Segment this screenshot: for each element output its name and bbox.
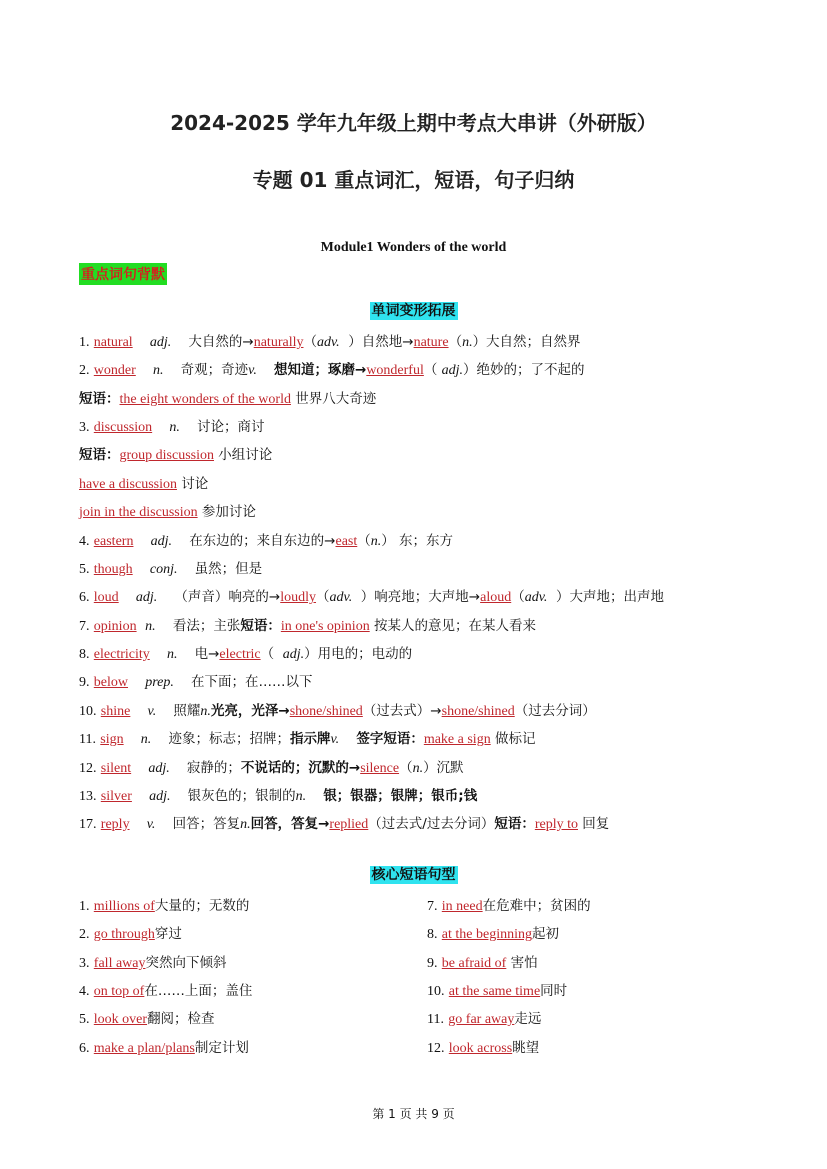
word-entry: 4. eastern adj. 在东边的；来自东边的→east（n.） 东；东方 [79,533,454,549]
word-phrase: 短语：group discussion 小组讨论 [79,447,273,463]
word-entry: 3. discussion n. 讨论；商讨 [79,419,265,435]
word-entry: 5. though conj. 虽然；但是 [79,561,263,577]
word-phrase: 短语：the eight wonders of the world 世界八大奇迹 [79,391,377,407]
phrase-item: 10. at the same time同时 [427,983,568,999]
word-entry: 9. below prep. 在下面；在……以下 [79,674,313,690]
phrase-item: 6. make a plan/plans制定计划 [79,1040,249,1056]
phrase-item: 7. in need在危难中；贫困的 [427,898,591,914]
word-entry: 12. silent adj. 寂静的；不说话的；沉默的→silence（n.）沉默 [79,760,464,776]
word-entry: 13. silver adj. 银灰色的；银制的n. 银；银器；银牌；银币;钱 [79,788,478,804]
phrase-item: 2. go through穿过 [79,926,182,942]
word-entry: 10. shine v. 照耀n.光亮，光泽→shone/shined（过去式）→shone/shined（过去分词） [79,703,596,719]
phrase-item: 8. at the beginning起初 [427,926,559,942]
phrase-item: 9. be afraid of 害怕 [427,955,538,971]
word-entry: 1. natural adj. 大自然的→naturally（adv. ）自然地→nature（n.）大自然；自然界 [79,334,581,350]
page-title: 2024-2025 学年九年级上期中考点大串讲（外研版） [170,111,657,135]
word-entry: 17. reply v. 回答；答复n.回答，答复→replied（过去式/过去分词）短语：reply to 回复 [79,816,610,832]
phrase-item: 4. on top of在……上面；盖住 [79,983,253,999]
word-entry: 11. sign n. 迹象；标志；招牌；指示牌v. 签字短语：make a sign 做标记 [79,731,536,747]
word-entry: 8. electricity n. 电→electric（ adj.）用电的；电动的 [79,646,413,662]
module-heading: Module1 Wonders of the world [320,240,507,255]
phrase-item: 1. millions of大量的；无数的 [79,898,250,914]
phrase-item: 11. go far away走远 [427,1011,542,1027]
word-entry: 2. wonder n. 奇观；奇迹v. 想知道；琢磨→wonderful（ adj.）绝妙的；了不起的 [79,362,585,378]
page-subtitle: 专题 01 重点词汇，短语，句子归纳 [252,168,575,192]
word-entry: 6. loud adj. （声音）响亮的→loudly（adv. ）响亮地；大声地→aloud（adv. ）大声地；出声地 [79,589,664,605]
word-phrase: have a discussion 讨论 [79,476,209,492]
section-heading-phrases: 核心短语句型 [371,867,456,883]
word-entry: 7. opinion n. 看法；主张短语：in one's opinion 按某人的意见；在某人看来 [79,618,536,634]
page-footer: 第 1 页 共 9 页 [372,1107,455,1121]
section-heading-words: 单词变形拓展 [371,303,456,319]
phrase-item: 5. look over翻阅；检查 [79,1011,215,1027]
phrase-item: 12. look across眺望 [427,1040,540,1056]
key-sentences-tag: 重点词句背默 [79,263,167,285]
phrase-item: 3. fall away突然向下倾斜 [79,955,227,971]
word-phrase: join in the discussion 参加讨论 [79,504,256,520]
